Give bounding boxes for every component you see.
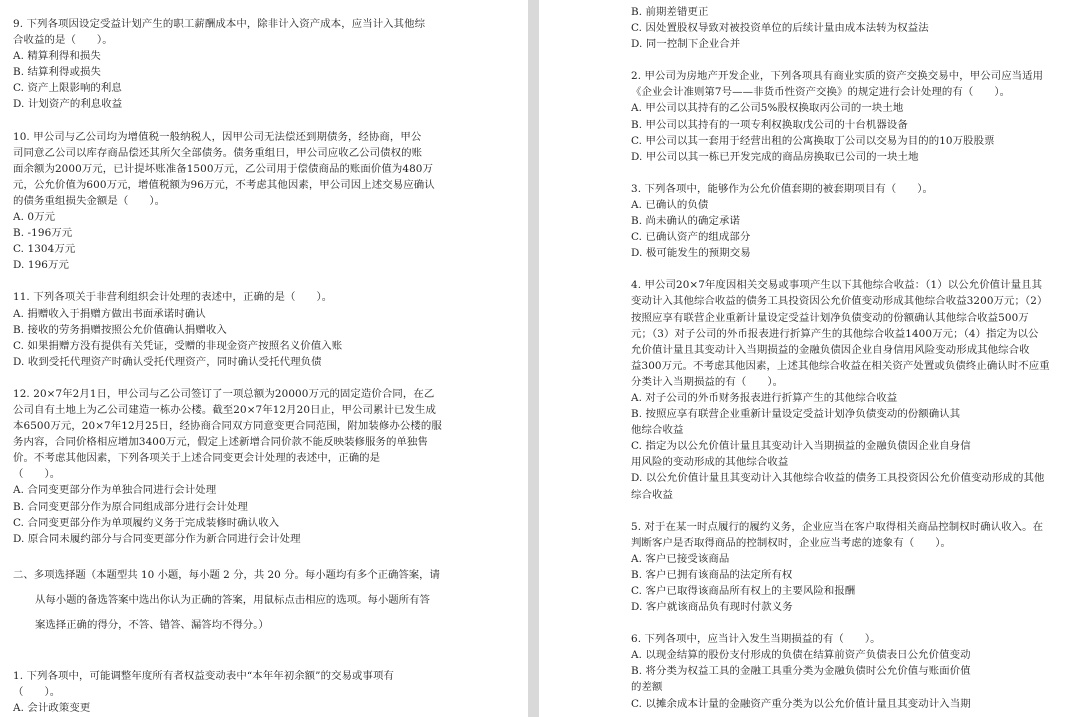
question-stem [631, 631, 1069, 647]
document-page-right [539, 0, 1083, 717]
text-line: 务内容，合同价格相应增加3400万元，假定上述新增合同价款不能反映装修服务的单独售 [13, 436, 428, 449]
multi-question-6 [631, 631, 1069, 711]
section-text-line: 从每小题的备选答案中选出你认为正确的答案，用鼠标点击相应的选项。每小题所有答 [35, 593, 430, 606]
text-line: 《企业会计准则第7号——非货币性资产交换》的规定进行会计处理的有（ ）。 [631, 86, 1011, 99]
option-c[interactable]: C. 如果捐赠方没有提供有关凭证，受赠的非现金资产按照名义价值入账 [13, 339, 343, 352]
option-a[interactable]: A. 捐赠收入于捐赠方做出书面承诺时确认 [13, 307, 206, 320]
text-line: 按照应享有联营企业重新计量设定受益计划净负债变动的份额确认其他综合收益500万 [631, 311, 1029, 324]
text-line: 益300万元。不考虑其他因素，上述其他综合收益在相关资产处置或负债终止确认时不应重 [631, 359, 1050, 372]
option-c[interactable]: C. 指定为以公允价值计量且其变动计入当期损益的金融负债因企业自身信 [631, 440, 971, 453]
text-line: 元，公允价值为600万元，增值税额为96万元，不考虑其他因素，甲公司因上述交易应确认 [13, 178, 435, 191]
document-page-left [0, 0, 528, 717]
option-b-continued[interactable]: 他综合收益 [631, 424, 684, 437]
option-d[interactable]: D. 极可能发生的预期交易 [631, 247, 751, 260]
text-line: 11. 下列各项关于非营利组织会计处理的表述中，正确的是（ ）。 [13, 291, 333, 304]
text-line: 价。不考虑其他因素，下列各项关于上述合同变更会计处理的表述中，正确的是 [13, 452, 381, 465]
option-d[interactable]: D. 收到受托代理资产时确认受托代理资产，同时确认受托代理负债 [13, 355, 322, 368]
option-a[interactable]: A. 甲公司以其持有的乙公司5%股权换取丙公司的一块土地 [631, 102, 904, 115]
option-a[interactable]: A. 对子公司的外币财务报表进行折算产生的其他综合收益 [631, 391, 898, 404]
question-11 [13, 289, 514, 369]
multi-question-1-continued [631, 4, 1069, 52]
option-d[interactable]: D. 196万元 [13, 259, 69, 272]
text-line: 9. 下列各项因设定受益计划产生的职工薪酬成本中，除非计入资产成本，应当计入其他综 [13, 18, 426, 30]
option-c[interactable]: C. 甲公司以其一套用于经营出租的公寓换取丁公司以交易为目的的10万股股票 [631, 134, 995, 147]
text-line: 4. 甲公司20×7年度因相关交易或事项产生以下其他综合收益：（1）以公允价值计量且其 [631, 279, 1043, 292]
option-b[interactable]: B. 合同变更部分作为原合同组成部分进行会计处理 [13, 500, 248, 513]
text-line: 分类计入当期损益的有（ ）。 [631, 375, 784, 388]
option-a[interactable]: A. 客户已接受该商品 [631, 552, 730, 565]
text-line: 10. 甲公司与乙公司均为增值税一般纳税人，因甲公司无法偿还到期债务，经协商，甲公 [13, 130, 422, 143]
page-separator [528, 0, 539, 717]
option-b[interactable]: B. -196万元 [13, 227, 73, 240]
text-line: 公司自有土地上为乙公司建造一栋办公楼。截至20×7年12月20日止，甲公司累计已发生成 [13, 403, 436, 416]
option-b[interactable]: B. 甲公司以其持有的一项专利权换取戊公司的十台机器设备 [631, 118, 908, 131]
option-c[interactable]: C. 因处置股权导致对被投资单位的后续计量由成本法转为权益法 [631, 22, 929, 35]
text-line: 判断客户是否取得商品的控制权时，企业应当考虑的迹象有（ ）。 [631, 536, 952, 549]
option-c[interactable]: C. 客户已取得该商品所有权上的主要风险和报酬 [631, 585, 856, 597]
option-d[interactable]: D. 同一控制下企业合并 [631, 38, 741, 51]
text-line: 2. 甲公司为房地产开发企业，下列各项具有商业实质的资产交换交易中，甲公司应当适用 [631, 70, 1044, 83]
option-d[interactable]: D. 客户就该商品负有现时付款义务 [631, 601, 793, 614]
text-line: 1. 下列各项中，可能调整年度所有者权益变动表中“本年年初余额”的交易或事项有 [13, 669, 395, 682]
text-line: 变动计入其他综合收益的债务工具投资因公允价值变动形成其他综合收益3200万元；（2） [631, 295, 1048, 308]
option-c[interactable]: C. 资产上限影响的利息 [13, 82, 122, 95]
question-9 [13, 16, 514, 113]
text-line: （ ）。 [13, 468, 61, 481]
question-stem [13, 386, 514, 483]
text-line: 3. 下列各项中，能够作为公允价值套期的被套期项目有（ ）。 [631, 182, 934, 195]
option-a[interactable]: A. 以现金结算的股份支付形成的负债在结算前资产负债表日公允价值变动 [631, 649, 971, 662]
option-b[interactable]: B. 将分类为权益工具的金融工具重分类为金融负债时公允价值与账面价值 [631, 665, 971, 678]
question-10 [13, 129, 514, 274]
multi-question-2 [631, 68, 1069, 165]
text-line: 的债务重组损失金额是（ ）。 [13, 194, 166, 207]
option-d-continued[interactable]: 综合收益 [631, 488, 673, 501]
option-b[interactable]: B. 前期差错更正 [631, 6, 709, 18]
text-line: 12. 20×7年2月1日，甲公司与乙公司签订了一项总额为20000万元的固定造价合同，在乙 [13, 387, 435, 400]
option-b[interactable]: B. 尚未确认的确定承诺 [631, 215, 740, 228]
question-stem [13, 16, 514, 48]
text-line: 司同意乙公司以库存商品偿还其所欠全部债务。债务重组日，甲公司应收乙公司债权的账 [13, 146, 423, 159]
question-stem [13, 668, 514, 700]
option-d[interactable]: D. 原合同未履约部分与合同变更部分作为新合同进行会计处理 [13, 532, 301, 545]
text-line: 面余额为2000万元，已计提坏账准备1500万元，乙公司用于偿债商品的账面价值为480万 [13, 162, 434, 175]
question-stem [631, 277, 1069, 390]
multi-question-3 [631, 181, 1069, 261]
option-a[interactable]: A. 会计政策变更 [13, 702, 91, 714]
option-b[interactable]: B. 结算利得或损失 [13, 66, 101, 79]
option-d[interactable]: D. 甲公司以其一栋已开发完成的商品房换取已公司的一块土地 [631, 150, 919, 163]
text-line: 本6500万元，20×7年12月25日，经协商合同双方同意变更合同范围，附加装修办公楼的服 [13, 420, 442, 433]
question-stem [631, 519, 1069, 551]
question-stem [13, 289, 514, 305]
multi-question-1 [13, 668, 514, 716]
option-b[interactable]: B. 客户已拥有该商品的法定所有权 [631, 568, 793, 581]
option-a[interactable]: A. 合同变更部分作为单独合同进行会计处理 [13, 484, 217, 497]
section-heading-multiple-choice [13, 563, 514, 638]
text-line: 允价值计量且其变动计入当期损益的金融负债因企业自身信用风险变动形成其他综合收 [631, 343, 1030, 356]
option-c[interactable]: C. 以摊余成本计量的金融资产重分类为以公允价值计量且其变动计入当期 [631, 697, 971, 710]
text-line: 元；（3）对子公司的外币报表进行折算产生的其他综合收益1400万元；（4）指定为以公 [631, 327, 1039, 340]
multi-question-4 [631, 277, 1069, 502]
section-text-line: 二、多项选择题（本题型共 10 小题，每小题 2 分，共 20 分。每小题均有多个正确答案，请 [13, 568, 440, 581]
text-line: 5. 对于在某一时点履行的履约义务，企业应当在客户取得相关商品控制权时确认收入。在 [631, 520, 1044, 533]
text-line: 合收益的是（ ）。 [13, 34, 113, 47]
option-c-continued[interactable]: 用风险的变动形成的其他综合收益 [631, 456, 789, 469]
text-line: （ ）。 [13, 685, 61, 698]
multi-question-5 [631, 519, 1069, 616]
option-c[interactable]: C. 合同变更部分作为单项履约义务于完成装修时确认收入 [13, 516, 280, 529]
option-d[interactable]: D. 计划资产的利息收益 [13, 98, 123, 111]
option-b-continued[interactable]: 的差额 [631, 681, 663, 694]
option-b[interactable]: B. 接收的劳务捐赠按照公允价值确认捐赠收入 [13, 323, 227, 336]
option-b[interactable]: B. 按照应享有联营企业重新计量设定受益计划净负债变动的份额确认其 [631, 408, 961, 421]
question-12 [13, 386, 514, 547]
option-c[interactable]: C. 已确认资产的组成部分 [631, 231, 751, 244]
question-stem [631, 68, 1069, 100]
section-text-line: 案选择正确的得分，不答、错答、漏答均不得分。） [35, 618, 269, 631]
text-line: 6. 下列各项中，应当计入发生当期损益的有（ ）。 [631, 633, 881, 646]
question-stem [13, 129, 514, 209]
option-a[interactable]: A. 已确认的负债 [631, 198, 709, 211]
question-stem [631, 181, 1069, 197]
option-a[interactable]: A. 精算利得和损失 [13, 50, 101, 63]
option-c[interactable]: C. 1304万元 [13, 243, 76, 256]
option-a[interactable]: A. 0万元 [13, 211, 56, 224]
option-d[interactable]: D. 以公允价值计量且其变动计入其他综合收益的债务工具投资因公允价值变动形成的其他 [631, 472, 1045, 485]
